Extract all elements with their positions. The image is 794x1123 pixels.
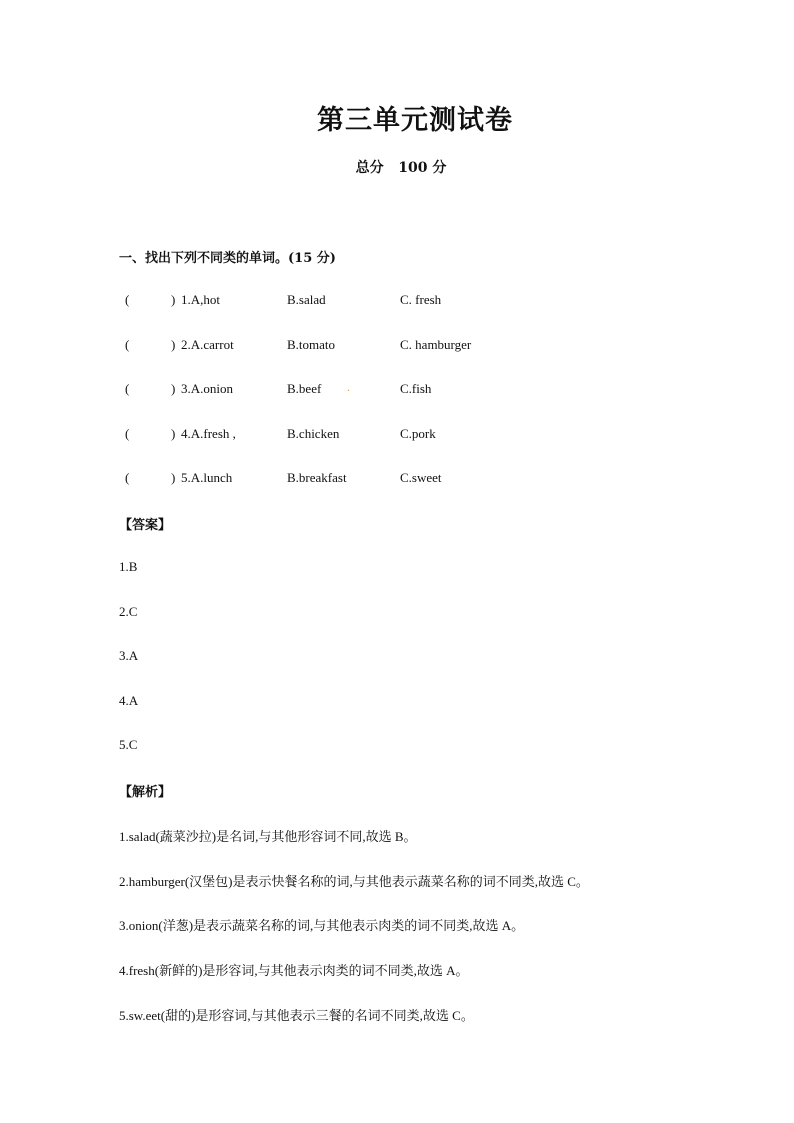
option-a: 3.A.onion — [181, 381, 233, 396]
option-b: B.chicken — [287, 426, 340, 441]
option-b: B.salad — [287, 292, 326, 307]
option-a: 5.A.lunch — [181, 470, 233, 485]
answer-paren-right: ) — [171, 426, 176, 441]
option-c: C. hamburger — [400, 337, 472, 352]
option-c: C. fresh — [400, 292, 442, 307]
answer-label: 【答案】 — [119, 518, 172, 533]
analysis-item: 1.salad(蔬菜沙拉)是名词,与其他形容词不同,故选 B。 — [119, 829, 417, 844]
answer-paren-right: ) — [171, 292, 176, 307]
answer-item: 4.A — [119, 693, 139, 708]
answer-item: 1.B — [119, 559, 138, 574]
question-row — [119, 337, 679, 357]
answer-paren-left: ( — [125, 470, 130, 485]
question-row — [119, 292, 679, 312]
option-a: 1.A,hot — [181, 292, 220, 307]
option-a: 2.A.carrot — [181, 337, 234, 352]
option-c: C.sweet — [400, 470, 442, 485]
answer-paren-left: ( — [125, 381, 130, 396]
total-score — [0, 157, 794, 177]
question-row — [119, 470, 679, 490]
answer-paren-right: ) — [171, 337, 176, 352]
option-a: 4.A.fresh , — [181, 426, 236, 441]
option-b: B.tomato — [287, 337, 336, 352]
answer-item: 3.A — [119, 648, 139, 663]
page-title: 第三单元测试卷 — [317, 105, 513, 136]
analysis-label: 【解析】 — [119, 785, 172, 800]
answer-paren-right: ) — [171, 470, 176, 485]
question-row — [119, 381, 679, 401]
stray-dot-mark: . — [347, 380, 350, 394]
answer-item: 2.C — [119, 604, 138, 619]
analysis-item: 4.fresh(新鲜的)是形容词,与其他表示肉类的词不同类,故选 A。 — [119, 963, 469, 978]
analysis-item: 3.onion(洋葱)是表示蔬菜名称的词,与其他表示肉类的词不同类,故选 A。 — [119, 918, 525, 933]
analysis-item: 2.hamburger(汉堡包)是表示快餐名称的词,与其他表示蔬菜名称的词不同类,故选 C。 — [119, 874, 589, 889]
section-heading: 一、找出下列不同类的单词。(15 分) — [119, 251, 336, 266]
answer-paren-right: ) — [171, 381, 176, 396]
total-score-value: 100 分 — [398, 160, 447, 176]
option-c: C.pork — [400, 426, 436, 441]
question-row — [119, 426, 679, 446]
analysis-item: 5.sw.eet(甜的)是形容词,与其他表示三餐的名词不同类,故选 C。 — [119, 1008, 474, 1023]
answer-paren-left: ( — [125, 337, 130, 352]
option-c: C.fish — [400, 381, 432, 396]
option-b: B.beef — [287, 381, 322, 396]
answer-paren-left: ( — [125, 292, 130, 307]
total-score-label: 总分 — [355, 160, 384, 176]
option-b: B.breakfast — [287, 470, 347, 485]
answer-paren-left: ( — [125, 426, 130, 441]
answer-item: 5.C — [119, 737, 138, 752]
